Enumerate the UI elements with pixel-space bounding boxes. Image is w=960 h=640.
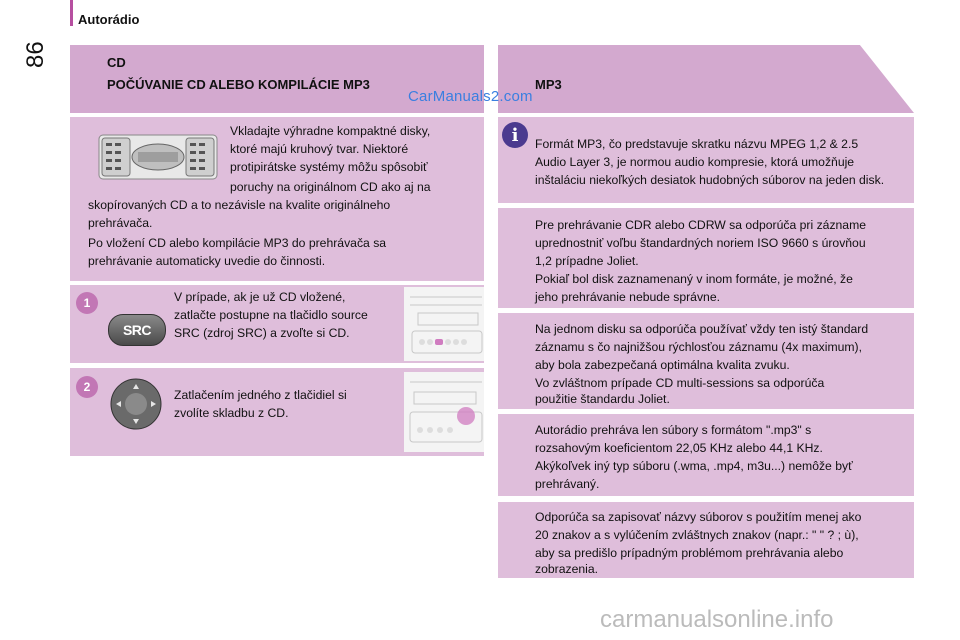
cd-intro-line: ktoré majú kruhový tvar. Niektoré [230, 142, 409, 156]
mp3-paragraph-line: Akýkoľvek iný typ súboru (.wma, .mp4, m3u...) nemôže byť [535, 459, 853, 473]
cd-intro-line: prehrávača. [88, 216, 153, 230]
mp3-paragraph-line: Pokiaľ bol disk zaznamenaný v inom formáte, je možné, že [535, 272, 853, 286]
mp3-paragraph-line: Vo zvláštnom prípade CD multi-sessions sa odporúča [535, 376, 825, 390]
cd-title: CD [107, 55, 126, 70]
radio-faceplate-sketch [404, 287, 484, 361]
radio-unit-illustration [98, 134, 218, 180]
mp3-paragraph-line: jeho prehrávanie nebude správne. [535, 290, 720, 304]
cd-intro-line: Po vložení CD alebo kompilácie MP3 do prehrávača sa [88, 236, 387, 250]
mp3-paragraph-line: 1,2 prípadne Joliet. [535, 254, 639, 268]
accent-line [70, 0, 73, 26]
step-1-line: SRC (zdroj SRC) a zvoľte si CD. [174, 326, 350, 340]
step-2-line: zvolíte skladbu z CD. [174, 406, 289, 420]
cd-intro-line: Vkladajte výhradne kompaktné disky, [230, 124, 431, 138]
step-2-line: Zatlačením jedného z tlačidiel si [174, 388, 347, 402]
step-2-badge: 2 [76, 376, 98, 398]
mp3-paragraph-line: použitie štandardu Joliet. [535, 392, 670, 406]
cd-intro-line: prehrávanie automaticky uvedie do činnosti. [88, 254, 326, 268]
cd-intro-line: poruchy na originálnom CD ako aj na [230, 180, 431, 194]
info-icon: i [502, 122, 528, 148]
step-1-line: zatlačte postupne na tlačidlo source [174, 308, 368, 322]
mp3-paragraph-line: aby sa predišlo prípadným problémom prehrávania alebo [535, 546, 844, 560]
step-1-badge: 1 [76, 292, 98, 314]
mp3-paragraph-line: aby bola zabezpečaná optimálna kvalita zvuku. [535, 358, 790, 372]
cd-intro-line: skopírovaných CD a to nezávisle na kvalite originálneho [88, 198, 391, 212]
mp3-info-line: inštaláciu niekoľkých desiatok hudobných súborov na jeden disk. [535, 173, 885, 187]
mp3-title: MP3 [535, 77, 562, 92]
footer-watermark: carmanualsonline.info [600, 606, 834, 633]
cd-subtitle: POČÚVANIE CD ALEBO KOMPILÁCIE MP3 [107, 77, 370, 92]
section-title: Autorádio [78, 12, 140, 27]
mp3-paragraph-line: Autorádio prehráva len súbory s formátom ".mp3" s [535, 423, 812, 437]
mp3-paragraph-line: 20 znakov a s vylúčením zvláštnych znakov (napr.: " " ? ; ù), [535, 528, 859, 542]
mp3-paragraph-line: rozsahovým koeficientom 22,05 KHz alebo 44,1 KHz. [535, 441, 823, 455]
mp3-paragraph-line: Na jednom disku sa odporúča používať vždy ten istý štandard [535, 322, 869, 336]
page-number: 86 [22, 41, 49, 68]
site-watermark: CarManuals2.com [408, 88, 533, 105]
src-button[interactable] [108, 314, 166, 346]
src-button-label: SRC [122, 322, 152, 338]
mp3-info-line: Formát MP3, čo predstavuje skratku názvu MPEG 1,2 & 2.5 [535, 137, 859, 151]
radio-faceplate-sketch [404, 372, 484, 452]
direction-pad-button[interactable] [110, 378, 162, 430]
cd-intro-line: protipirátske systémy môžu spôsobiť [230, 160, 428, 174]
mp3-paragraph-line: Pre prehrávanie CDR alebo CDRW sa odporúča pri zázname [535, 218, 867, 232]
mp3-paragraph-line: uprednostniť voľbu štandardných noriem ISO 9660 s úrovňou [535, 236, 866, 250]
mp3-paragraph-line: zobrazenia. [535, 562, 599, 576]
step-1-line: V prípade, ak je už CD vložené, [174, 290, 346, 304]
mp3-info-line: Audio Layer 3, je normou audio kompresie, ktorá umožňuje [535, 155, 855, 169]
mp3-paragraph-line: Odporúča sa zapisovať názvy súborov s použitím menej ako [535, 510, 862, 524]
mp3-paragraph-line: záznamu s čo najnižšou rýchlosťou záznamu (4x maximum), [535, 340, 862, 354]
mp3-paragraph-line: prehrávaný. [535, 477, 600, 491]
